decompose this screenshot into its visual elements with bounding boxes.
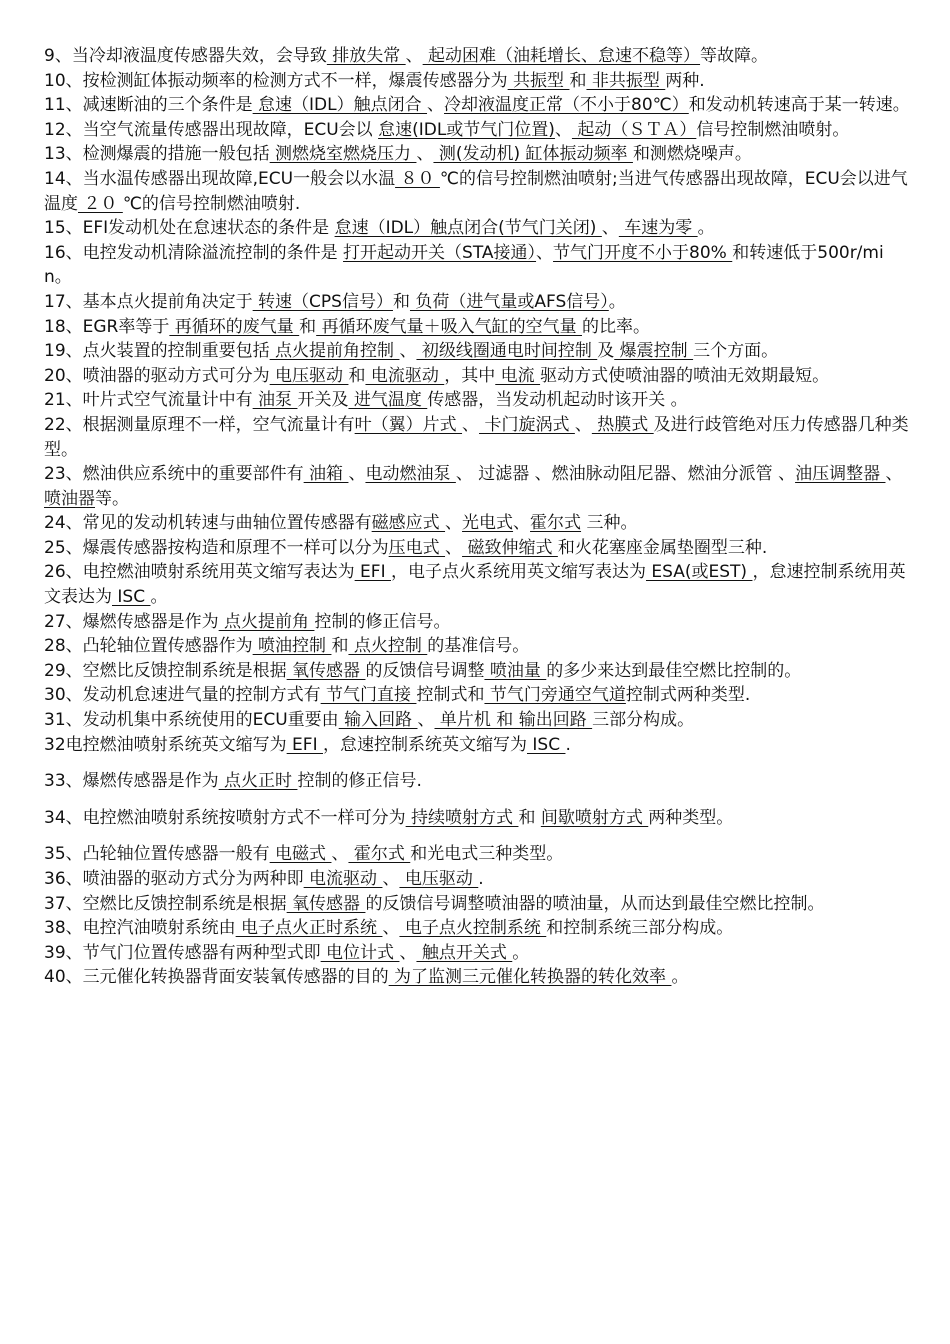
answer-blank: 节气门旁通空气道	[484, 685, 626, 706]
answer-blank: 怠速（IDL）触点闭合(节气门关闭)	[334, 218, 602, 239]
answer-blank: 爆震控制	[614, 341, 694, 362]
question-item-40	[44, 965, 910, 990]
question-text: 、	[601, 218, 619, 239]
question-text: 、 过滤器 、燃油脉动阻尼器、燃油分派管 、	[455, 464, 796, 485]
answer-blank: 油压调整器	[795, 464, 886, 485]
answer-blank: 排放失常	[326, 46, 406, 66]
question-text: 、	[417, 710, 435, 731]
answer-blank: 油泵	[252, 390, 298, 411]
answer-blank: ISC	[526, 734, 566, 755]
question-text: 控制的修正信号。	[314, 611, 451, 632]
question-text: ，电子点火系统用英文缩写表达为	[390, 562, 646, 583]
question-list	[44, 44, 910, 990]
answer-blank: 氧传感器	[286, 660, 366, 681]
question-text: 。	[512, 942, 530, 963]
answer-blank: 电子点火正时系统	[235, 918, 383, 939]
question-text: 等。	[95, 488, 129, 509]
answer-blank: 电压驱动	[399, 869, 479, 889]
answer-blank: 触点开关式	[416, 942, 513, 963]
question-text: 控制式两种类型.	[625, 685, 751, 706]
answer-blank: 打开起动开关（STA接通）	[343, 242, 537, 263]
question-text: 。	[671, 967, 689, 988]
answer-blank: ISC	[112, 587, 151, 608]
question-text: 三部分构成。	[592, 710, 695, 731]
question-text: 和	[299, 316, 317, 337]
answer-blank: 共振型	[507, 70, 570, 91]
question-text: 16、电控发动机清除溢流控制的条件是	[44, 242, 344, 263]
question-text: 和	[518, 807, 541, 828]
answer-blank: 节气门开度不小于80%	[553, 242, 733, 263]
answer-blank: 起动（ＳＴＡ）	[571, 119, 697, 140]
answer-blank: 点火提前角	[218, 611, 315, 632]
answer-blank: 卡门旋涡式	[479, 414, 575, 435]
question-text: .	[478, 869, 484, 889]
question-text: 的反馈信号调整	[365, 660, 485, 681]
question-item-29	[44, 659, 910, 684]
answer-blank: 光电式	[462, 513, 514, 534]
question-text: ℃的信号控制燃油喷射;当进气传感器出现故障，ECU会以进气温度	[44, 168, 908, 214]
question-item-31	[44, 708, 910, 733]
question-item-24	[44, 511, 910, 536]
question-item-21	[44, 388, 910, 413]
question-text: 和控制系统三部分构成。	[546, 918, 734, 939]
question-item-16	[44, 241, 910, 290]
question-text: 两种类型。	[648, 807, 734, 828]
question-text: 和测燃烧噪声。	[632, 144, 752, 165]
answer-blank: 电位计式	[320, 942, 400, 963]
question-text: 14、当水温传感器出现故障,ECU一般会以水温	[44, 168, 396, 189]
answer-blank: 怠速（IDL）触点闭合	[252, 95, 428, 116]
answer-blank: 压电式	[388, 537, 446, 558]
question-text: 。	[608, 291, 626, 312]
answer-blank: 点火提前角控制	[269, 341, 400, 362]
question-text: 26、电控燃油喷射系统用英文缩写表达为	[44, 562, 355, 583]
question-text: 、	[382, 869, 400, 889]
question-text: 、	[348, 464, 366, 485]
question-item-37	[44, 892, 910, 917]
question-text: 及	[597, 341, 615, 362]
question-item-17	[44, 290, 910, 315]
question-text: 、	[445, 537, 463, 558]
answer-blank: 电子点火控制系统	[399, 918, 547, 939]
question-text: 、	[885, 464, 903, 485]
question-item-12	[44, 118, 910, 143]
answer-blank: 喷油器	[44, 488, 95, 509]
question-text: 21、叶片式空气流量计中有	[44, 390, 253, 411]
question-text: 38、电控汽油喷射系统由	[44, 918, 236, 939]
question-item-14	[44, 167, 910, 216]
answer-blank: 负荷（进气量或AFS信号）	[409, 291, 609, 312]
answer-blank: 持续喷射方式	[405, 807, 519, 828]
question-text: 、	[405, 46, 423, 66]
question-text: 和	[331, 636, 349, 657]
answer-blank: 点火控制	[348, 636, 428, 657]
question-text: 22、根据测量原理不一样，空气流量计有	[44, 414, 355, 435]
question-text: 34、电控燃油喷射系统按喷射方式不一样可分为	[44, 807, 406, 828]
question-text: ，其中	[444, 365, 496, 386]
question-text: 两种.	[665, 70, 705, 91]
question-text: 25、爆震传感器按构造和原理不一样可以分为	[44, 537, 389, 558]
question-item-38	[44, 916, 910, 941]
question-text: 17、基本点火提前角决定于	[44, 291, 253, 312]
question-text: 和转速低于500r/min。	[44, 242, 884, 288]
question-item-10	[44, 69, 910, 94]
question-text: 和	[392, 291, 410, 312]
answer-blank: 非共振型	[586, 70, 666, 91]
answer-blank: 单片机 和 输出回路	[434, 710, 593, 731]
question-item-39	[44, 941, 910, 966]
question-text: 、	[462, 414, 480, 435]
question-item-11	[44, 93, 910, 118]
answer-blank: EFI	[286, 734, 323, 755]
question-text: 15、EFI发动机处在怠速状态的条件是	[44, 218, 335, 239]
answer-blank: ２０	[78, 193, 123, 214]
answer-blank: 初级线圈通电时间控制	[416, 341, 598, 362]
question-item-23	[44, 462, 910, 511]
question-text: 、	[554, 119, 572, 140]
question-text: 29、空燃比反馈控制系统是根据	[44, 660, 287, 681]
question-text: 和发动机转速高于某一转速。	[688, 95, 910, 116]
question-text: 35、凸轮轴位置传感器一般有	[44, 844, 270, 865]
question-text: .	[565, 734, 571, 755]
question-item-15	[44, 216, 910, 241]
question-text: 的多少来达到最佳空燃比控制的。	[546, 660, 802, 681]
question-text: 和	[569, 70, 587, 91]
question-text: 。	[697, 218, 715, 239]
question-item-13	[44, 142, 910, 167]
question-text: 和火花塞座金属垫圈型三种.	[557, 537, 768, 558]
question-text: 37、空燃比反馈控制系统是根据	[44, 893, 287, 914]
answer-blank: ８０	[395, 168, 440, 189]
question-text: 40、三元催化转换器背面安装氧传感器的目的	[44, 967, 389, 988]
question-text: 13、检测爆震的措施一般包括	[44, 144, 270, 165]
question-text: 的比率。	[581, 316, 650, 337]
answer-blank: 磁致伸缩式	[462, 537, 558, 558]
question-text: 20、喷油器的驱动方式可分为	[44, 365, 270, 386]
answer-blank: 车速为零	[618, 218, 698, 239]
answer-blank: 为了监测三元催化转换器的转化效率	[388, 967, 672, 988]
question-text: 和	[348, 365, 366, 386]
question-item-22	[44, 413, 910, 462]
question-text: ，怠速控制系统英文缩写为	[322, 734, 527, 755]
answer-blank: 再循环废气量＋吸入气缸的空气量	[316, 316, 582, 337]
answer-blank: 转速（CPS信号）	[252, 291, 393, 312]
question-text: 三个方面。	[693, 341, 779, 362]
question-text: 28、凸轮轴位置传感器作为	[44, 636, 253, 657]
question-text: 31、发动机集中系统使用的ECU重要由	[44, 710, 339, 731]
question-item-18	[44, 315, 910, 340]
question-text: 30、发动机怠速进气量的控制方式有	[44, 685, 321, 706]
question-item-35	[44, 842, 910, 867]
question-text: ℃的信号控制燃油喷射.	[122, 193, 301, 214]
question-item-27	[44, 610, 910, 635]
question-text: 24、常见的发动机转速与曲轴位置传感器有	[44, 513, 372, 534]
answer-blank: 电流	[495, 365, 541, 386]
question-text: 信号控制燃油喷射。	[696, 119, 850, 140]
answer-blank: 冷却液温度正常（不小于80℃）	[444, 95, 689, 116]
question-item-28	[44, 634, 910, 659]
question-text: 23、燃油供应系统中的重要部件有	[44, 464, 304, 485]
answer-blank: 再循环的废气量	[169, 316, 300, 337]
question-text: 33、爆燃传感器是作为	[44, 771, 219, 792]
question-text: 和光电式三种类型。	[410, 844, 564, 865]
question-text: 、	[331, 844, 349, 865]
question-text: 、	[574, 414, 592, 435]
question-text: 39、节气门位置传感器有两种型式即	[44, 942, 321, 963]
question-text: 传感器，当发动机起动时该开关 。	[427, 390, 688, 411]
question-item-26	[44, 560, 910, 609]
question-item-20	[44, 364, 910, 389]
question-text: ，怠速控制系统用英文表达为	[44, 562, 906, 608]
answer-blank: ESA(或EST)	[645, 562, 753, 583]
question-text: 三种。	[581, 513, 638, 534]
answer-blank: 怠速(IDL或节气门位置)	[378, 119, 555, 140]
question-text: 32电控燃油喷射系统英文缩写为	[44, 734, 287, 755]
answer-blank: 电磁式	[269, 844, 332, 865]
question-text: 的反馈信号调整喷油器的喷油量，从而达到最佳空燃比控制。	[365, 893, 825, 914]
question-text: 、	[399, 942, 417, 963]
question-text: 12、当空气流量传感器出现故障，ECU会以	[44, 119, 379, 140]
answer-blank: 霍尔式	[348, 844, 411, 865]
question-item-34	[44, 806, 910, 831]
answer-blank: 测(发动机) 缸体振动频率	[433, 144, 633, 165]
question-text: 10、按检测缸体振动频率的检测方式不一样，爆震传感器分为	[44, 70, 508, 91]
answer-blank: 输入回路	[338, 710, 418, 731]
question-text: 36、喷油器的驱动方式分为两种即	[44, 869, 304, 889]
question-item-36	[44, 867, 910, 892]
question-text: 驱动方式使喷油器的喷油无效期最短。	[540, 365, 830, 386]
answer-blank: 磁感应式	[371, 513, 446, 534]
answer-blank: 点火正时	[218, 771, 298, 792]
answer-blank: EFI	[354, 562, 391, 583]
answer-blank: 起动困难（油耗增长、怠速不稳等）	[422, 46, 701, 66]
question-text: 、	[382, 918, 400, 939]
question-text: 。	[150, 587, 168, 608]
answer-blank: 霍尔式	[530, 513, 582, 534]
question-text: 、	[445, 513, 463, 534]
answer-blank: 氧传感器	[286, 893, 366, 914]
question-text: 开关及	[297, 390, 349, 411]
answer-blank: 节气门直接	[320, 685, 417, 706]
answer-blank: 电流驱动	[303, 869, 383, 889]
answer-blank: 测燃烧室燃烧压力	[269, 144, 417, 165]
question-text: 、	[399, 341, 417, 362]
answer-blank: 电流驱动	[365, 365, 445, 386]
answer-blank: 喷油量	[484, 660, 547, 681]
question-text: 控制的修正信号.	[297, 771, 422, 792]
question-text: 及进行歧管绝对压力传感器几种类型。	[44, 414, 909, 460]
question-text: 9、当冷却液温度传感器失效，会导致	[44, 46, 327, 66]
question-text: 、	[513, 513, 531, 534]
answer-blank: 喷油控制	[252, 636, 332, 657]
answer-blank: 油箱	[303, 464, 349, 485]
answer-blank: 电动燃油泵	[365, 464, 456, 485]
question-text: 的基准信号。	[427, 636, 530, 657]
question-text: 18、EGR率等于	[44, 316, 170, 337]
answer-blank: 叶（翼）片式	[354, 414, 463, 435]
question-text: 27、爆燃传感器是作为	[44, 611, 219, 632]
answer-blank: 电压驱动	[269, 365, 349, 386]
question-text: 、	[427, 95, 445, 116]
question-text: 19、点火装置的控制重要包括	[44, 341, 270, 362]
question-text: 控制式和	[416, 685, 485, 706]
question-text: 、	[416, 144, 434, 165]
question-item-30	[44, 683, 910, 708]
answer-blank: 进气温度	[348, 390, 428, 411]
question-item-19	[44, 339, 910, 364]
question-text: 等故障。	[700, 46, 769, 66]
question-text: 、	[536, 242, 554, 263]
question-item-33	[44, 769, 910, 794]
question-item-25	[44, 536, 910, 561]
question-text: 11、减速断油的三个条件是	[44, 95, 253, 116]
question-item-32	[44, 733, 910, 758]
answer-blank: 间歇喷射方式	[540, 807, 649, 828]
answer-blank: 热膜式	[591, 414, 654, 435]
question-item-9	[44, 44, 910, 69]
